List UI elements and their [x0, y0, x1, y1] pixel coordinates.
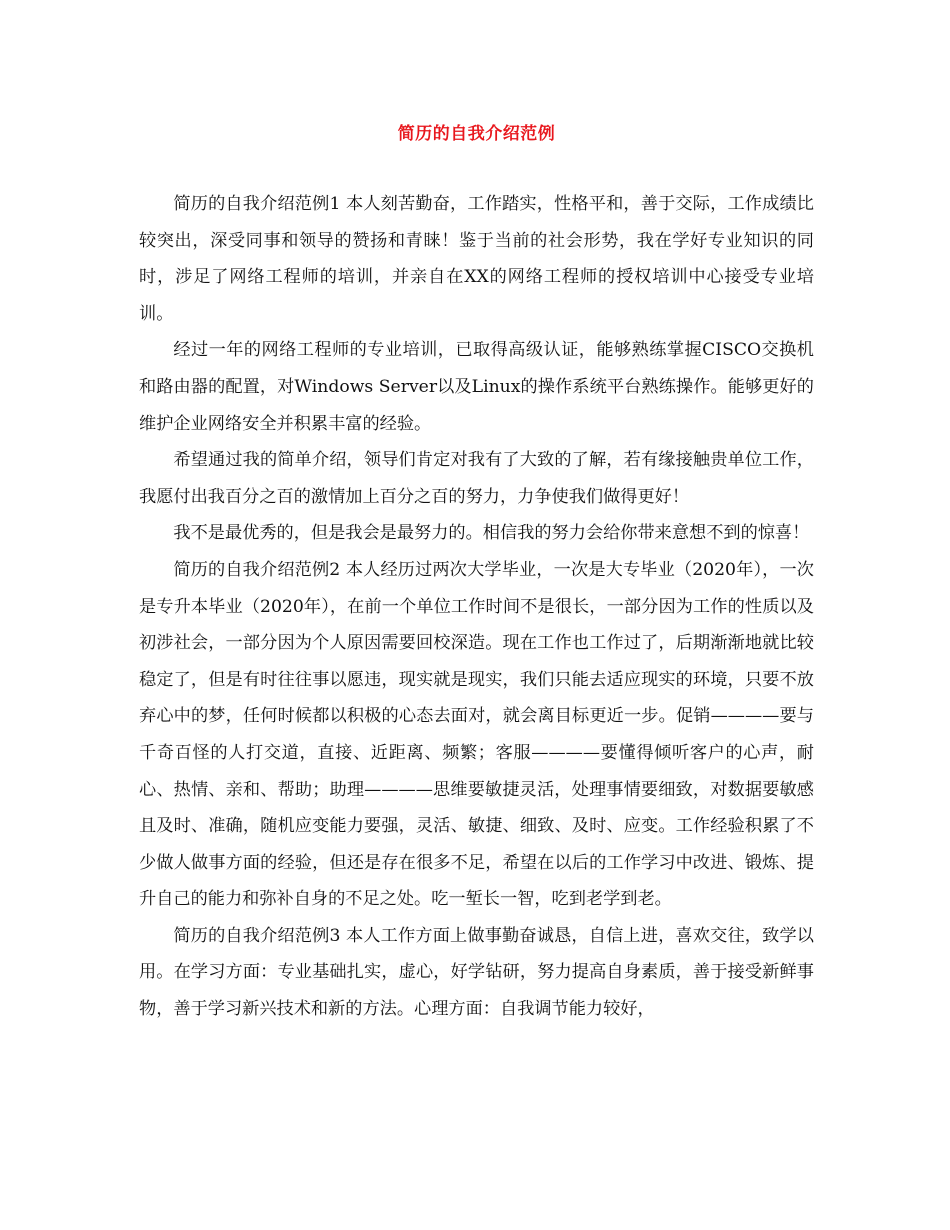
paragraph-3: 希望通过我的简单介绍，领导们肯定对我有了大致的了解，若有缘接触贵单位工作，我愿付出我百分之百的激情加上百分之百的努力，力争使我们做得更好！ [139, 450, 814, 507]
paragraph-2: 经过一年的网络工程师的专业培训，已取得高级认证，能够熟练掌握CISCO交换机和路由器的配置，对Windows Server以及Linux的操作系统平台熟练操作。能够更好的维护企业网络安全并积累丰富的经验。 [139, 340, 814, 434]
paragraph-1: 简历的自我介绍范例1 本人刻苦勤奋，工作踏实，性格平和，善于交际，工作成绩比较突出，深受同事和领导的赞扬和青睐！鉴于当前的社会形势，我在学好专业知识的同时，涉足了网络工程师的培训，并亲自在XX的网络工程师的授权培训中心接受专业培训。 [139, 194, 814, 324]
paragraph-5: 简历的自我介绍范例2 本人经历过两次大学毕业，一次是大专毕业（2020年），一次是专升本毕业（2020年），在前一个单位工作时间不是很长，一部分因为工作的性质以及初涉社会，一部分因为个人原因需要回校深造。现在工作也工作过了，后期渐渐地就比较稳定了，但是有时往往事以愿违，现实就是现实，我们只能去适应现实的环境，只要不放弃心中的梦，任何时候都以积极的心态去面对，就会离目标更近一步。促销————要与千奇百怪的人打交道，直接、近距离、频繁；客服————要懂得倾听客户的心声，耐心、热情、亲和、帮助；助理————思维要敏捷灵活，处理事情要细致，对数据要敏感且及时、准确，随机应变能力要强，灵活、敏捷、细致、及时、应变。工作经验积累了不少做人做事方面的经验，但还是存在很多不足，希望在以后的工作学习中改进、锻炼、提升自己的能力和弥补自身的不足之处。吃一堑长一智，吃到老学到老。 [139, 559, 814, 910]
document-body [139, 186, 814, 1028]
document-title: 简历的自我介绍范例 [397, 124, 556, 144]
paragraph-4: 我不是最优秀的，但是我会是最努力的。相信我的努力会给你带来意想不到的惊喜！ [173, 523, 810, 544]
paragraph-6: 简历的自我介绍范例3 本人工作方面上做事勤奋诚恳，自信上进，喜欢交往，致学以用。在学习方面：专业基础扎实，虚心，好学钻研，努力提高自身素质，善于接受新鲜事物，善于学习新兴技术和新的方法。心理方面：自我调节能力较好， [139, 925, 814, 1020]
